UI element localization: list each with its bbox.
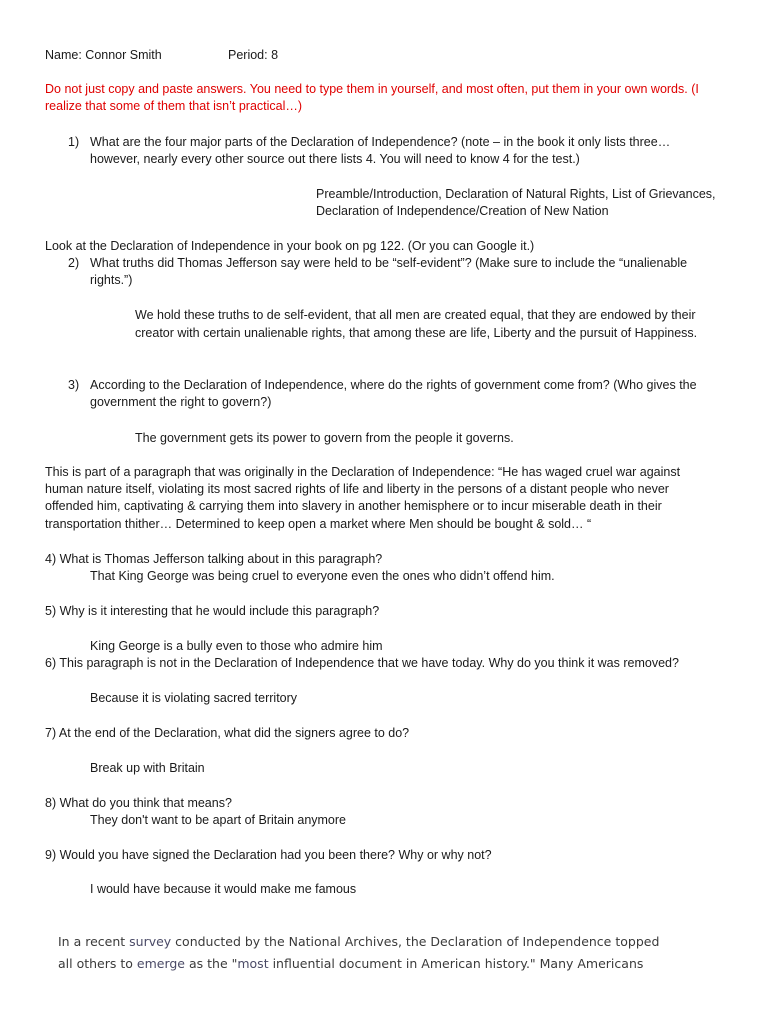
q5-question: 5) Why is it interesting that he would include this paragraph? — [45, 604, 380, 618]
q4-question: 4) What is Thomas Jefferson talking about in this paragraph? — [45, 552, 383, 566]
paragraph-line-4: transportation thither… Determined to keep open a market where Men should be bought & sold… “ — [45, 517, 592, 531]
paragraph-line-2: human nature itself, violating its most sacred rights of life and liberty in the persons of a distant people who never — [45, 482, 669, 496]
class-period: Period: 8 — [228, 48, 279, 62]
q7-answer: Break up with Britain — [90, 761, 205, 775]
q3-number: 3) — [68, 378, 80, 392]
paragraph-line-3: offended him, captivating & carrying them into slavery in another hemisphere or to incur miserable death in their — [45, 499, 662, 513]
q1-question-line-2: however, nearly every other source out there lists 4. You will need to know 4 for the test.) — [90, 152, 580, 166]
paragraph-line-1: This is part of a paragraph that was originally in the Declaration of Independence: “He has waged cruel war against — [45, 465, 681, 479]
q3-question-line-1: According to the Declaration of Independence, where do the rights of government come from? (Who gives the — [90, 378, 697, 392]
q2-answer-line-2: creator with certain unalienable rights, that among these are life, Liberty and the pursuit of Happiness. — [135, 326, 698, 340]
q2-answer-line-1: We hold these truths to de self-evident, that all men are created equal, that they are endowed by their — [135, 308, 696, 322]
look-at-instruction: Look at the Declaration of Independence in your book on pg 122. (Or you can Google it.) — [45, 239, 535, 253]
q1-number: 1) — [68, 135, 80, 149]
instructions-line-2: realize that some of them that isn’t practical…) — [45, 99, 303, 113]
excerpt-line-2 — [58, 954, 643, 974]
excerpt-text: all others to — [58, 956, 137, 971]
q5-answer: King George is a bully even to those who admire him — [90, 639, 383, 653]
q8-answer: They don't want to be apart of Britain anymore — [90, 813, 346, 827]
q1-answer-line-1: Preamble/Introduction, Declaration of Natural Rights, List of Grievances, — [316, 187, 716, 201]
instructions-line-1: Do not just copy and paste answers. You need to type them in yourself, and most often, put them in your own words. (I — [45, 82, 699, 96]
q6-answer: Because it is violating sacred territory — [90, 691, 298, 705]
q6-question: 6) This paragraph is not in the Declaration of Independence that we have today. Why do you think it was removed? — [45, 656, 679, 670]
most-link[interactable]: most — [237, 956, 269, 971]
excerpt-line-1 — [58, 932, 659, 952]
q1-answer-line-2: Declaration of Independence/Creation of New Nation — [316, 204, 609, 218]
q8-question: 8) What do you think that means? — [45, 796, 232, 810]
q3-question-line-2: government the right to govern?) — [90, 395, 272, 409]
student-name: Name: Connor Smith — [45, 48, 162, 62]
emerge-link[interactable]: emerge — [136, 956, 185, 971]
q3-answer: The government gets its power to govern from the people it governs. — [135, 431, 514, 445]
q9-answer: I would have because it would make me famous — [90, 882, 357, 896]
excerpt-text: influential document in American history." Many Americans — [268, 956, 644, 971]
q1-question-line-1: What are the four major parts of the Declaration of Independence? (note – in the book it only lists three… — [90, 135, 671, 149]
excerpt-text: as the " — [185, 956, 238, 971]
q9-question: 9) Would you have signed the Declaration had you been there? Why or why not? — [45, 848, 492, 862]
q4-answer: That King George was being cruel to everyone even the ones who didn’t offend him. — [90, 569, 555, 583]
q2-question-line-1: What truths did Thomas Jefferson say were held to be “self-evident”? (Make sure to include the “unalienable — [90, 256, 688, 270]
survey-link[interactable]: survey — [129, 934, 172, 949]
excerpt-text: In a recent — [58, 934, 130, 949]
excerpt-text: conducted by the National Archives, the Declaration of Independence topped — [171, 934, 660, 949]
q7-question: 7) At the end of the Declaration, what did the signers agree to do? — [45, 726, 410, 740]
q2-number: 2) — [68, 256, 80, 270]
q2-question-line-2: rights.”) — [90, 273, 133, 287]
